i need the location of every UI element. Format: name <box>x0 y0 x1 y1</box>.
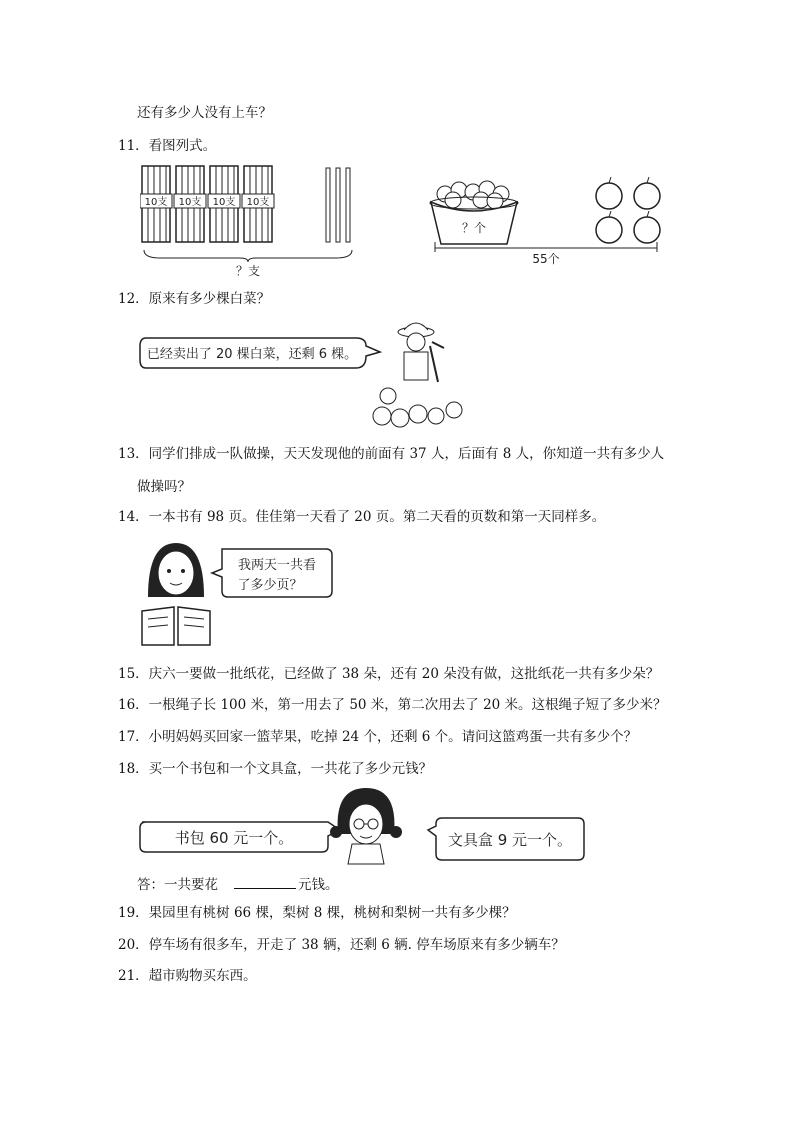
pencil-bundle-4 <box>242 166 274 242</box>
question-15: 15．庆六一要做一批纸花，已经做了 38 朵，还有 20 朵没有做，这批纸花一共有多少朵？ <box>118 666 660 682</box>
bundle-label: 10支 <box>246 197 270 208</box>
question-12: 12．原来有多少棵白菜？ <box>118 291 271 307</box>
pencil-bundle-1 <box>140 166 172 242</box>
question-16: 16．一根绳子长 100 米，第一用去了 50 米，第二次用去了 20 米。这根绳子短了多少米？ <box>118 697 667 713</box>
bundle-label: 10支 <box>144 197 168 208</box>
pencil-bundle-2 <box>174 166 206 242</box>
question-18: 18．买一个书包和一个文具盒，一共花了多少元钱？ <box>118 761 433 777</box>
girl-illustration <box>142 543 210 645</box>
pencil-bundles-figure <box>140 162 360 282</box>
farmer-illustration <box>398 323 444 382</box>
question-18-answer <box>137 874 339 894</box>
bubble-text-line1: 我两天一共看 <box>237 558 317 573</box>
question-19: 19．果园里有桃树 66 棵，梨树 8 棵，桃树和梨树一共有多少棵？ <box>118 905 516 921</box>
apple-pile <box>437 181 509 209</box>
answer-prefix: 答：一共要花 <box>137 877 218 893</box>
bubble-text-line2: 了多少页？ <box>237 578 303 593</box>
question-11: 11．看图列式。 <box>118 138 217 154</box>
question-20: 20．停车场有很多车，开走了 38 辆，还剩 6 辆. 停车场原来有多少辆车？ <box>118 937 565 953</box>
bundle-label: 10支 <box>178 197 202 208</box>
girl-with-glasses-illustration <box>330 788 402 864</box>
question-13-line2: 做操吗？ <box>137 479 191 495</box>
question-17: 17．小明妈妈买回家一篮苹果，吃掉 24 个，还剩 6 个。请问这篮鸡蛋一共有多少个？ <box>118 729 638 745</box>
question-13-line1: 13．同学们排成一队做操，天天发现他的前面有 37 人，后面有 8 人，你知道一共有多少人 <box>118 446 665 462</box>
left-bubble-text: 书包 60 元一个。 <box>174 829 294 847</box>
cabbages <box>373 388 462 427</box>
q10-continuation: 还有多少人没有上车？ <box>137 105 272 121</box>
price-dialogue-figure <box>138 784 590 868</box>
apples-total-label: 55个 <box>532 252 560 266</box>
four-apples <box>596 177 660 243</box>
basket-label: ？个 <box>461 221 487 235</box>
question-21: 21．超市购物买东西。 <box>118 968 257 984</box>
bubble-text: 已经卖出了 20 棵白菜，还剩 6 棵。 <box>146 347 358 362</box>
loose-pencils <box>326 168 350 242</box>
pencil-bundle-3 <box>208 166 240 242</box>
total-brace <box>144 250 352 262</box>
pencils-total-label: ？支 <box>235 264 261 278</box>
question-14: 14．一本书有 98 页。佳佳第一天看了 20 页。第二天看的页数和第一天同样多。 <box>118 509 606 525</box>
bundle-label: 10支 <box>212 197 236 208</box>
apple-basket-figure <box>425 172 670 272</box>
answer-blank[interactable] <box>234 874 296 889</box>
answer-suffix: 元钱。 <box>298 877 339 893</box>
girl-reading-figure <box>138 537 338 649</box>
right-bubble-text: 文具盒 9 元一个。 <box>447 831 573 849</box>
cabbage-seller-figure <box>138 316 478 434</box>
